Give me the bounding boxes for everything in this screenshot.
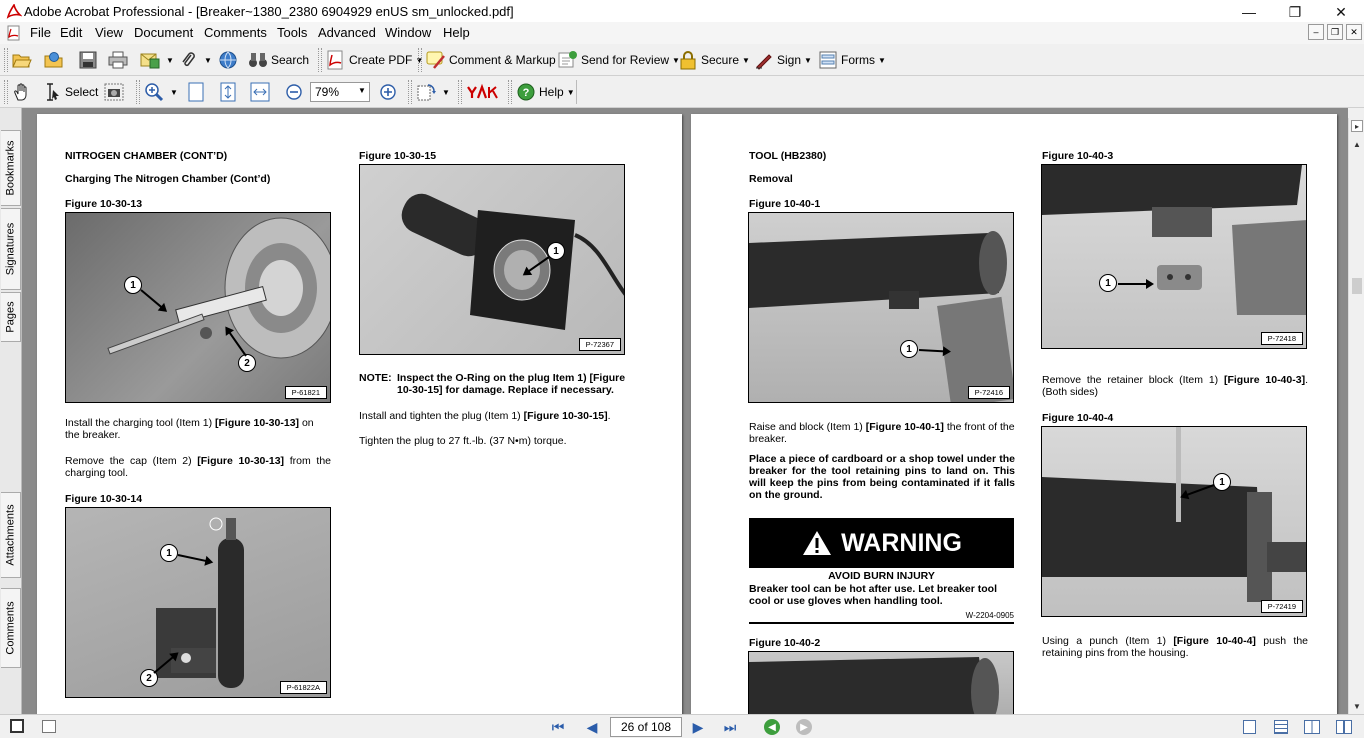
figure-title: Figure 10-40-1 [749,198,821,210]
hand-icon [12,82,32,102]
figure-reference: [Figure 10-40-3] [1223,374,1306,386]
plus-circle-icon [378,82,398,102]
open-button[interactable] [12,48,35,72]
svg-text:?: ? [522,87,530,99]
figure-code: P-72367 [579,338,621,351]
subsection-heading: Charging The Nitrogen Chamber (Cont’d) [65,173,271,185]
menu-view[interactable]: View [95,25,123,40]
search-button[interactable] [248,48,309,72]
chevron-down-icon: ▼ [204,55,212,65]
actual-size-button[interactable] [186,80,209,104]
callout-2: 2 [238,354,256,372]
plug-photo-drawing [360,165,625,355]
help-button[interactable] [516,80,575,104]
text-run: Using a punch (Item 1) [1042,635,1174,647]
send-review-label: Send for Review [581,53,670,67]
minus-circle-icon [284,82,304,102]
form-icon [818,50,838,70]
warning-text: Breaker tool can be hot after use. Let breaker tool cool or use gloves when handling tool. [749,583,997,607]
yahoo-search-button[interactable] [466,80,503,104]
binoculars-icon [248,50,268,70]
paragraph: Place a piece of cardboard or a shop towel under the breaker for the tool retaining pins to land on. This will keep the pins from being contaminated if it falls on the ground. [749,453,1015,501]
rotate-view-button[interactable] [416,80,450,104]
toolbar-grip[interactable] [408,80,412,104]
fit-width-icon [250,82,270,102]
paragraph: Tighten the plug to 27 ft.-lb. (37 N•m) torque. [359,435,567,447]
text-run: Install and tighten the plug (Item 1) [359,410,524,422]
figure-title: Figure 10-40-2 [749,637,821,649]
figure-title: Figure 10-30-15 [359,150,437,162]
comment-pencil-icon [426,50,446,70]
previous-page-icon: ◀ [586,718,598,735]
select-tool-button[interactable] [42,80,98,104]
chevron-down-icon: ▼ [442,87,450,97]
send-review-button[interactable] [558,48,680,72]
tab-pages[interactable] [1,292,21,342]
save-button[interactable] [78,48,101,72]
tab-attachments-label: Attachments [4,504,17,566]
toolbar-grip[interactable] [418,48,422,72]
tab-comments[interactable] [1,588,21,668]
figure-reference: [Figure 10-40-1] [865,421,944,433]
menu-comments[interactable]: Comments [204,25,267,40]
print-button[interactable] [108,48,131,72]
text-run: the front of the breaker. [749,421,1015,445]
right-page [691,114,1337,716]
floppy-disk-icon [78,50,98,70]
forms-button[interactable] [818,48,886,72]
text-run: Remove the retainer block (Item 1) [1042,374,1224,386]
chevron-down-icon: ▼ [804,55,812,65]
menu-document[interactable]: Document [134,25,194,40]
panel-toggle-icon[interactable] [10,719,24,733]
toolbar-grip[interactable] [508,80,512,104]
split-view-icon[interactable]: ▸ [1351,120,1363,132]
chevron-down-icon: ▼ [566,87,575,97]
create-pdf-button[interactable] [326,48,423,72]
globe-folder-icon [44,50,64,70]
tab-bookmarks-label: Bookmarks [4,140,17,196]
figure-10-40-3-photo [1041,164,1307,349]
chevron-down-icon: ▼ [415,55,424,65]
figure-code: P-72416 [968,386,1010,399]
continuous-page-icon[interactable] [1274,720,1288,734]
envelope-icon [140,50,160,70]
zoom-out-button[interactable] [284,80,307,104]
chevron-down-icon: ▼ [878,55,886,65]
chevron-down-icon: ▼ [742,55,750,65]
paragraph [359,410,627,422]
figure-10-30-13-photo [65,212,331,403]
section-heading: TOOL (HB2380) [749,150,827,162]
fit-page-icon [218,82,238,102]
warning-code: W-2204-0905 [965,611,1014,620]
page-icon [186,82,206,102]
chevron-down-icon: ▼ [166,55,174,65]
breaker-block-photo-drawing [749,213,1014,403]
figure-10-40-1-photo [748,212,1014,403]
paragraph [1042,635,1308,659]
tab-comments-label: Comments [4,601,17,655]
chevron-down-icon: ▼ [672,55,680,65]
paragraph [65,417,331,441]
web-search-button[interactable] [218,48,241,72]
last-page-icon: ⏭ [723,718,737,735]
figure-title: Figure 10-30-14 [65,493,143,505]
create-pdf-icon [326,50,346,70]
text-run: on the breaker. [65,417,314,441]
main-toolbar [0,44,1364,76]
doc-restore-button[interactable]: ❐ [1327,24,1343,40]
nitrogen-tank-photo-drawing [66,508,331,698]
window-title: Adobe Acrobat Professional - [Breaker~1380_2380 6904929 enUS sm_unlocked.pdf] [24,4,514,19]
text-run: Remove the cap (Item 2) [65,455,198,467]
paperclip-icon [178,50,198,70]
callout-1: 1 [1213,473,1231,491]
section-heading: NITROGEN CHAMBER (CONT’D) [65,150,228,162]
toolbar-grip[interactable] [318,48,322,72]
vertical-scrollbar[interactable] [1348,118,1364,716]
printer-icon [108,50,128,70]
figure-title: Figure 10-30-13 [65,198,143,210]
tab-pages-label: Pages [4,301,17,333]
navigation-panel [0,108,22,716]
retainer-block-photo-drawing [1042,165,1307,349]
go-forward-icon[interactable]: ▶ [796,719,812,735]
comment-markup-button[interactable] [426,48,567,72]
go-back-icon[interactable]: ◀ [764,719,780,735]
callout-2: 2 [140,669,158,687]
figure-reference: [Figure 10-40-4] [1173,635,1256,647]
figure-10-30-14-photo [65,507,331,698]
charging-tool-photo-drawing [66,213,331,403]
folder-open-icon [12,50,32,70]
left-page [37,114,682,716]
comment-markup-label: Comment & Markup [449,53,556,67]
continuous-facing-icon[interactable] [1336,720,1352,734]
warning-title: WARNING [841,528,962,557]
doc-close-button[interactable]: ✕ [1346,24,1362,40]
help-label: Help [539,85,564,99]
document-icon[interactable] [6,25,22,41]
figure-code: P-61822A [280,681,327,694]
figure-title: Figure 10-40-4 [1042,412,1114,424]
next-page-icon: ▶ [692,718,704,735]
first-page-button[interactable] [548,718,568,736]
help-circle-icon [516,82,536,102]
toolbar-grip[interactable] [4,48,8,72]
menu-file[interactable]: File [30,25,51,40]
subsection-heading: Removal [749,173,793,185]
secure-label: Secure [701,53,740,67]
doc-minimize-button[interactable]: – [1308,24,1324,40]
figure-10-40-2-photo [748,651,1014,716]
snapshot-button[interactable] [104,80,127,104]
figure-reference: [Figure 10-30-13] [197,455,285,467]
text-run: from the charging tool. [65,455,332,479]
toolbar-end-divider [576,80,577,104]
zoom-input[interactable]: 79% [310,82,370,102]
text-run: push the retaining pins from the housing. [1042,635,1309,659]
next-page-button[interactable] [688,718,708,736]
text-run: . [607,410,611,422]
magnifier-icon [144,82,164,102]
callout-1: 1 [900,340,918,358]
fit-width-button[interactable] [250,80,273,104]
text-run: Install the charging tool (Item 1) [65,417,215,429]
sign-button[interactable] [754,48,812,72]
text-cursor-icon [42,82,62,102]
menu-window[interactable]: Window [385,25,432,40]
organizer-button[interactable] [44,48,67,72]
tab-bookmarks[interactable] [1,130,21,206]
warning-subtitle: AVOID BURN INJURY [828,570,935,582]
forms-label: Forms [841,53,875,67]
title-bar [0,0,1364,24]
acrobat-logo-icon [6,4,22,20]
create-pdf-label: Create PDF [349,53,413,67]
camera-icon [104,82,124,102]
warning-rule [749,622,1014,624]
text-run: . (Both sides) [1042,374,1308,398]
secure-button[interactable] [678,48,750,72]
punch-pins-photo-drawing [1042,427,1307,617]
minimize-button[interactable]: — [1242,4,1256,20]
figure-reference: [Figure 10-30-15] [523,410,608,422]
menu-advanced[interactable]: Advanced [318,25,376,40]
figure-code: P-72418 [1261,332,1303,345]
tab-signatures[interactable] [1,208,21,290]
facing-pages-icon[interactable] [1304,720,1320,734]
figure-10-40-4-photo [1041,426,1307,617]
select-label: Select [65,85,99,99]
document-view[interactable] [22,108,1348,716]
paragraph [65,455,331,479]
scroll-up-icon[interactable]: ▲ [1353,139,1361,149]
close-button[interactable]: ✕ [1335,3,1347,20]
page-thumb-icon[interactable] [42,720,56,733]
fit-page-button[interactable] [218,80,241,104]
zoom-in-tool-button[interactable] [144,80,178,104]
text-run: Raise and block (Item 1) [749,421,866,433]
callout-1: 1 [124,276,142,294]
breaker-housing-photo-drawing [749,652,1014,716]
padlock-icon [678,50,698,70]
first-page-icon: ⏮ [551,718,565,735]
maximize-button[interactable]: ❐ [1288,3,1302,20]
email-button[interactable] [140,48,174,72]
zoom-in-button[interactable] [378,80,401,104]
page-number-field[interactable]: 26 of 108 [610,717,682,737]
yahoo-logo-icon [466,82,500,102]
menu-edit[interactable]: Edit [60,25,83,40]
figure-10-30-15-photo [359,164,625,355]
menu-tools[interactable]: Tools [277,25,308,40]
menu-bar [0,22,1364,44]
view-toolbar [0,76,1364,108]
callout-arrow [1118,283,1152,285]
note-label: NOTE: [359,372,392,384]
figure-title: Figure 10-40-3 [1042,150,1114,162]
scroll-thumb[interactable] [1352,278,1362,294]
figure-code: P-72419 [1261,600,1303,613]
single-page-icon[interactable] [1243,720,1256,734]
callout-1: 1 [547,242,565,260]
toolbar-grip[interactable] [458,80,462,104]
rotate-page-icon [416,82,436,102]
search-label: Search [271,53,310,67]
warning-banner [749,518,1014,568]
callout-1: 1 [1099,274,1117,292]
globe-search-icon [218,50,238,70]
tab-signatures-label: Signatures [4,222,17,276]
tab-attachments[interactable] [1,492,21,578]
menu-help[interactable]: Help [443,25,470,40]
toolbar-grip[interactable] [4,80,8,104]
previous-page-button[interactable] [582,718,602,736]
figure-reference: [Figure 10-30-13] [215,417,300,429]
last-page-button[interactable] [720,718,740,736]
hand-tool-button[interactable] [12,80,35,104]
chevron-down-icon: ▼ [170,87,178,97]
attach-button[interactable] [178,48,212,72]
warning-triangle-icon [801,529,833,557]
figure-code: P-61821 [285,386,327,399]
toolbar-grip[interactable] [136,80,140,104]
callout-1: 1 [160,544,178,562]
status-bar [0,714,1364,738]
sign-label: Sign [777,53,802,67]
pen-sign-icon [754,50,774,70]
zoom-dropdown-chevron-icon[interactable]: ▼ [358,86,366,95]
paragraph [749,421,1015,445]
scroll-down-icon[interactable]: ▼ [1353,701,1361,711]
note-text: Inspect the O-Ring on the plug Item 1) [Figure 10-30-15] for damage. Replace if necessary. [397,372,626,396]
paragraph [1042,374,1308,398]
send-review-icon [558,50,578,70]
